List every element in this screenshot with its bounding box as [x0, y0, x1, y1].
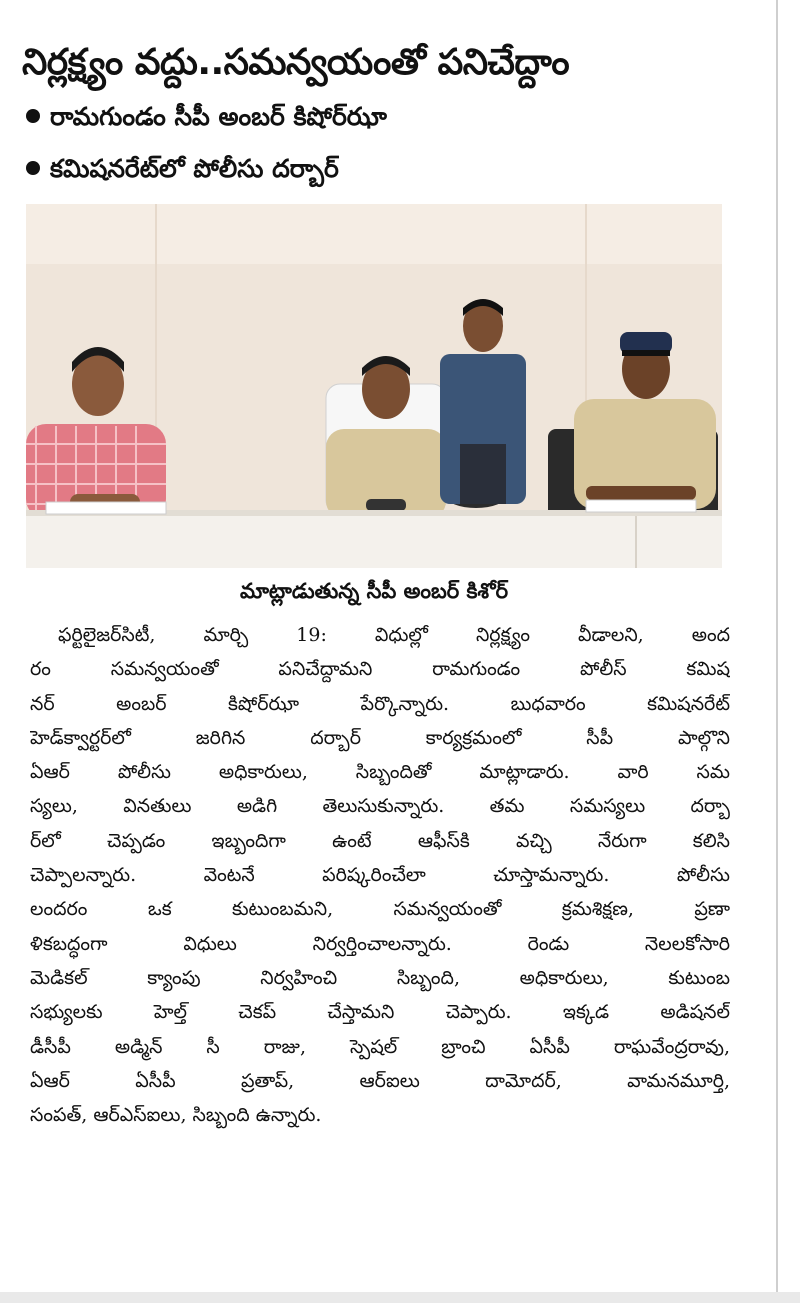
- scan-bottom-edge: [0, 1292, 800, 1303]
- subheading-1: [26, 100, 387, 134]
- body-line: హెడ్‌క్వార్టర్‌లో జరిగిన దర్బార్ కార్యక్రమంలో సీపీ పాల్గొని: [30, 726, 730, 749]
- photo-illustration: [26, 204, 722, 568]
- body-line: స్యలు, వినతులు అడిగి తెలుసుకున్నారు. తమ సమస్యలు దర్బా: [30, 795, 730, 818]
- body-line: డీసీపీ అడ్మిన్ సీ రాజు, స్పెషల్ బ్రాంచి ఏసీపీ రాఘవేంద్రరావు,: [30, 1035, 730, 1058]
- photo-caption: మాట్లాడుతున్న సీపీ అంబర్ కిశోర్: [239, 579, 509, 603]
- table: [26, 510, 722, 568]
- headline: నిర్లక్ష్యం వద్దు..సమన్వయంతో పనిచేద్దాం: [22, 42, 570, 83]
- subheading-2: [26, 152, 339, 186]
- body-line: నర్ అంబర్ కిషోర్‌ఝా పేర్కొన్నారు. బుధవారం కమిషనరేట్: [30, 692, 730, 715]
- body-line: సభ్యులకు హెల్త్ చెకప్ చేస్తామని చెప్పారు. ఇక్కడ అడిషనల్: [30, 1001, 730, 1024]
- body-line: ళికబద్ధంగా విధులు నిర్వర్తించాలన్నారు. రెండు నెలలకోసారి: [30, 932, 730, 955]
- body-line: లందరం ఒక కుటుంబమని, సమన్వయంతో క్రమశిక్షణ, ప్రణా: [30, 898, 730, 921]
- body-line: రం సమన్వయంతో పనిచేద్దామని రామగుండం పోలీస్ కమిష: [30, 658, 730, 681]
- bullet-icon: [26, 109, 40, 123]
- bullet-icon: [26, 161, 40, 175]
- body-line: ఫర్టిలైజర్‌సిటీ, మార్చి 19: విధుల్లో నిర్లక్ష్యం వీడాలని, అంద: [58, 624, 730, 646]
- news-photo: [26, 204, 722, 568]
- body-line: చెప్పాలన్నారు. వెంటనే పరిష్కరించేలా చూస్తామన్నారు. పోలీసు: [30, 864, 730, 887]
- wall-top-light: [26, 204, 722, 264]
- column-divider: [776, 0, 778, 1303]
- body-line: ర్‌లో చెప్పడం ఇబ్బందిగా ఉంటే ఆఫీస్‌కి వచ్చి నేరుగా కలిసి: [30, 829, 730, 852]
- subheading-1-text: రామగుండం సీపీ అంబర్ కిషోర్‌ఝా: [50, 102, 387, 131]
- subheading-2-text: కమిషనరేట్‌లో పోలీసు దర్బార్: [50, 154, 339, 183]
- body-line: ఏఆర్ పోలీసు అధికారులు, సిబ్బందితో మాట్లాడారు. వారి సమ: [30, 761, 730, 784]
- body-line: సంపత్, ఆర్ఎస్ఐలు, సిబ్బంది ఉన్నారు.: [30, 1104, 322, 1127]
- body-line: మెడికల్ క్యాంపు నిర్వహించి సిబ్బంది, అధికారులు, కుటుంబ: [30, 966, 730, 989]
- article-body: [30, 618, 730, 1132]
- body-line: ఏఆర్ ఏసీపీ ప్రతాప్, ఆర్‌ఐలు దామోదర్, వామనమూర్తి,: [30, 1069, 730, 1092]
